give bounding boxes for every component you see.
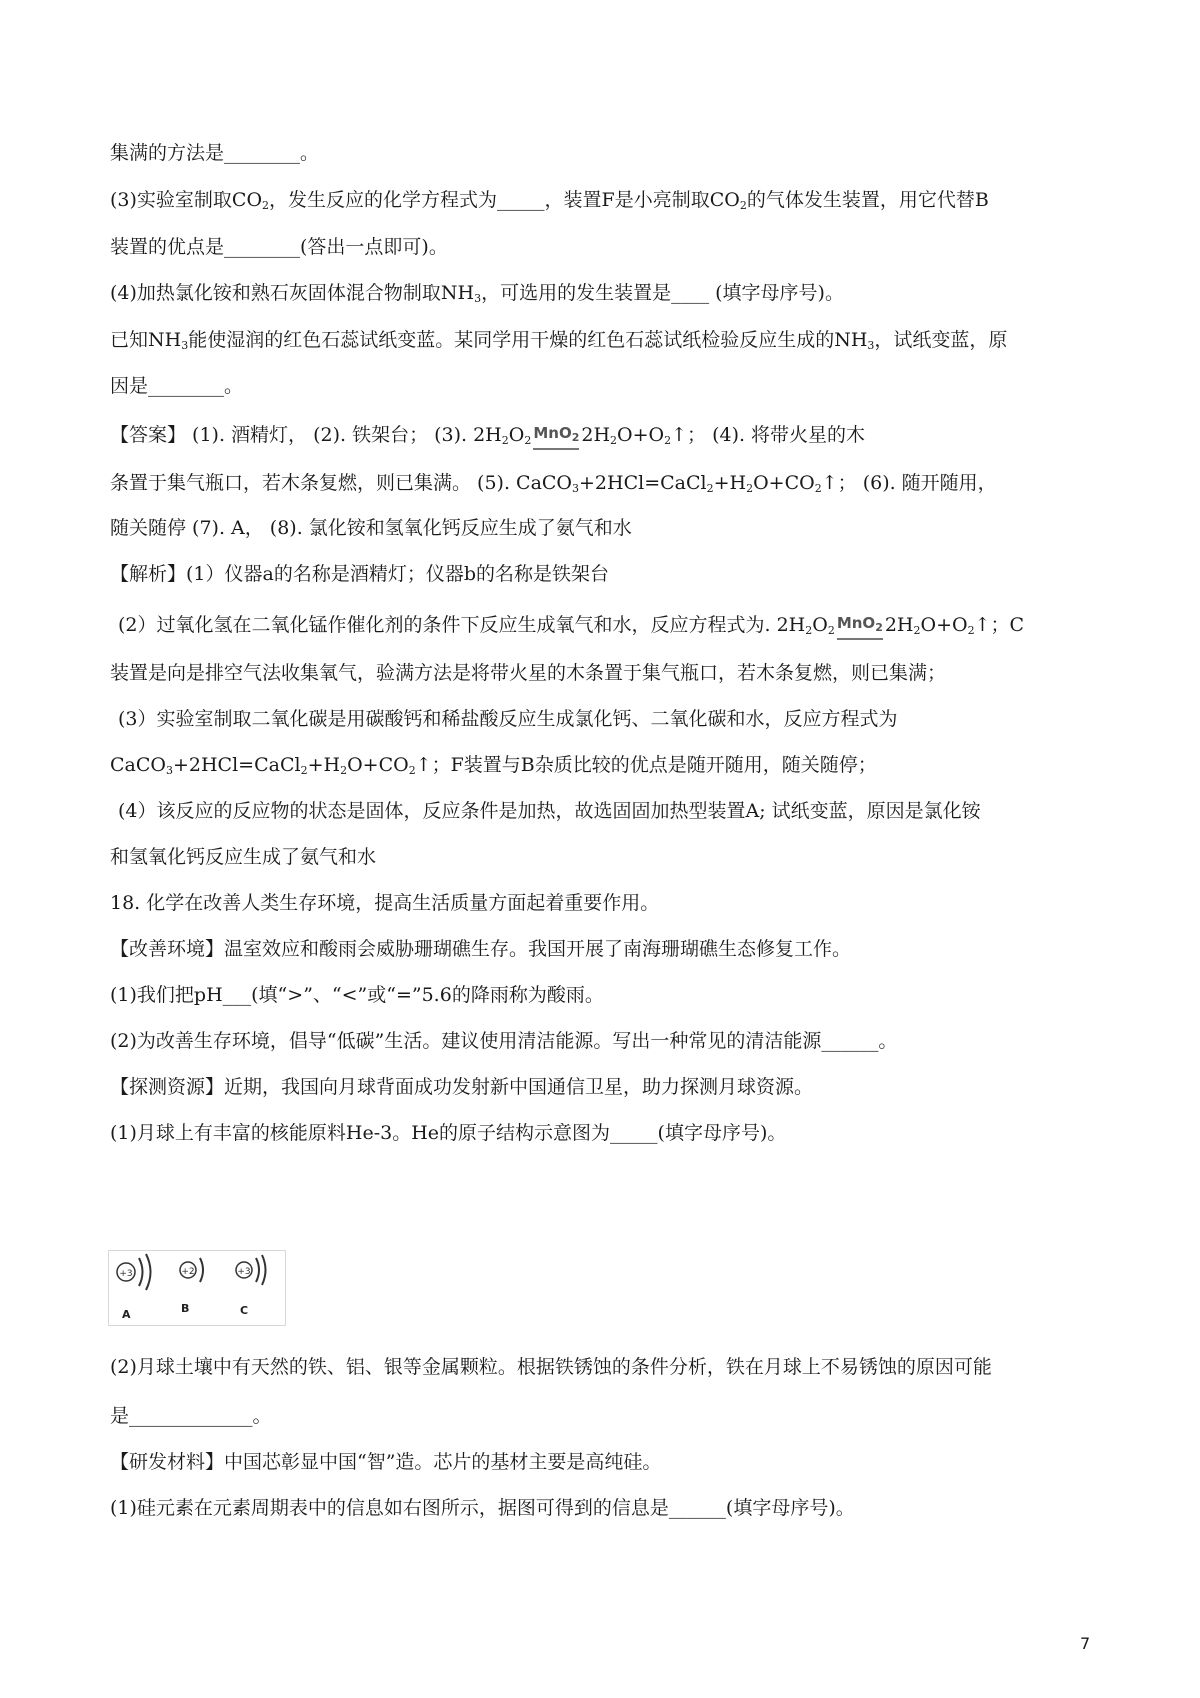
text-line: (1)我们把pH___(填“>”、“<”或“=”5.6的降雨称为酸雨。 bbox=[110, 984, 604, 1006]
figure-label-a: A bbox=[122, 1308, 131, 1321]
text-line: 因是________。 bbox=[110, 375, 244, 397]
analysis-line: $CaCO_3+2HCl=CaCl_2+H_2O+CO_2↑$；F装置与B杂质比较的优点是随开随用，随关随停； bbox=[110, 754, 877, 777]
nucleus-label: +2 bbox=[181, 1267, 195, 1277]
page-number: 7 bbox=[1080, 1634, 1091, 1653]
question-18-title: 18. 化学在改善人类生存环境，提高生活质量方面起着重要作用。 bbox=[110, 892, 660, 914]
text-line: (4)加热氯化铵和熟石灰固体混合物制取$NH_3$，可选用的发生装置是____ (填字母序号)。 bbox=[110, 282, 844, 305]
catalyst-label: MnO$_2$ bbox=[837, 610, 883, 636]
analysis-line: 【解析】(1）仪器a的名称是酒精灯；仪器b的名称是铁架台 bbox=[110, 563, 609, 585]
answer-text: $2H_2O+O_2↑$； (4). 将带火星的木 bbox=[581, 424, 866, 447]
option-c-diagram bbox=[236, 1255, 266, 1285]
option-a-diagram bbox=[117, 1254, 151, 1290]
analysis-text: $2H_2O+O_2↑$；C bbox=[884, 614, 1025, 637]
answer-line-2: 条置于集气瓶口，若木条复燃，则已集满。 (5). $CaCO_3+2HCl=CaCl_2+H_2O+CO_2↑$； (6). 随开随用， bbox=[110, 472, 997, 495]
text-line: 【研发材料】中国芯彰显中国“智”造。芯片的基材主要是高纯硅。 bbox=[110, 1451, 662, 1473]
atomic-structure-figure bbox=[108, 1250, 286, 1326]
nucleus-label: +3 bbox=[237, 1267, 251, 1277]
text-line: (1)硅元素在元素周期表中的信息如右图所示，据图可得到的信息是______(填字母序号)。 bbox=[110, 1497, 855, 1519]
analysis-line: (4）该反应的反应物的状态是固体，反应条件是加热，故选固固加热型装置A; 试纸变蓝，原因是氯化铵 bbox=[118, 800, 981, 822]
analysis-line: 和氢氧化钙反应生成了氨气和水 bbox=[110, 846, 377, 868]
analysis-line: 装置是向是排空气法收集氧气，验满方法是将带火星的木条置于集气瓶口，若木条复燃，则已集满； bbox=[110, 662, 947, 684]
catalyst-label: MnO$_2$ bbox=[533, 420, 579, 446]
option-b-diagram bbox=[180, 1258, 203, 1282]
text-line: 【探测资源】近期，我国向月球背面成功发射新中国通信卫星，助力探测月球资源。 bbox=[110, 1076, 814, 1098]
text-line: (1)月球上有丰富的核能原料He-3。He的原子结构示意图为_____(填字母序号)。 bbox=[110, 1122, 787, 1144]
text-line: 已知$NH_3$能使湿润的红色石蕊试纸变蓝。某同学用干燥的红色石蕊试纸检验反应生成的$NH_3$，试纸变蓝，原 bbox=[110, 329, 1008, 352]
analysis-line bbox=[118, 610, 1024, 638]
analysis-line: (3）实验室制取二氧化碳是用碳酸钙和稀盐酸反应生成氯化钙、二氧化碳和水，反应方程式为 bbox=[118, 708, 898, 730]
answer-text: 【答案】 (1). 酒精灯， (2). 铁架台； (3). $2H_2O_2$ bbox=[110, 424, 532, 447]
answer-line-3: 随关随停 (7). A， (8). 氯化铵和氢氧化钙反应生成了氨气和水 bbox=[110, 517, 632, 539]
figure-label-b: B bbox=[181, 1302, 190, 1315]
text-line: 是_____________。 bbox=[110, 1405, 272, 1427]
text-line: (3)实验室制取$CO_2$，发生反应的化学方程式为_____，装置F是小亮制取$CO_2$的气体发生装置，用它代替B bbox=[110, 189, 989, 212]
analysis-text: (2）过氧化氢在二氧化锰作催化剂的条件下反应生成氧气和水，反应方程式为. $2H_2O_2$ bbox=[118, 614, 835, 637]
text-line: (2)月球土壤中有天然的铁、铝、银等金属颗粒。根据铁锈蚀的条件分析，铁在月球上不易锈蚀的原因可能 bbox=[110, 1356, 992, 1378]
nucleus-label: +3 bbox=[119, 1269, 133, 1279]
text-line: 集满的方法是________。 bbox=[110, 142, 320, 164]
text-line: 【改善环境】温室效应和酸雨会威胁珊瑚礁生存。我国开展了南海珊瑚礁生态修复工作。 bbox=[110, 938, 852, 960]
answer-line-1 bbox=[110, 420, 865, 448]
text-line: 装置的优点是________(答出一点即可)。 bbox=[110, 236, 448, 258]
text-line: (2)为改善生存环境，倡导“低碳”生活。建议使用清洁能源。写出一种常见的清洁能源______。 bbox=[110, 1030, 898, 1052]
figure-label-c: C bbox=[240, 1304, 249, 1317]
